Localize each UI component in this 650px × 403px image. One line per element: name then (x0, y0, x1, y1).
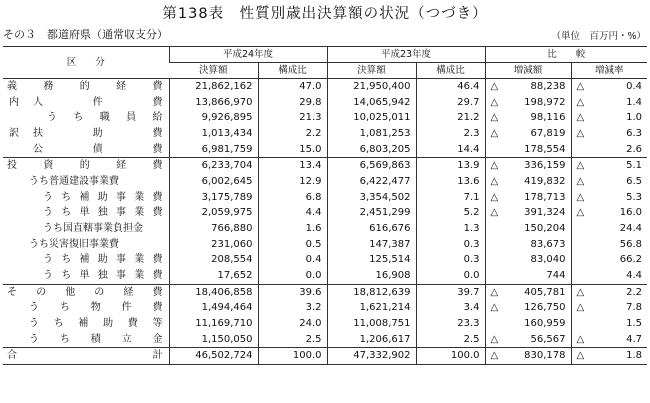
amount-fy24: 17,652 (169, 268, 258, 284)
header-change: 増減額 (485, 63, 571, 79)
expenditure-table (3, 46, 647, 365)
breakdown-marker (7, 142, 21, 158)
ratio-fy24: 12.9 (258, 174, 327, 190)
change-amount-value: 126,750 (524, 302, 566, 314)
header-fy24: 平成24年度 (169, 47, 327, 63)
decrease-triangle: △ (490, 127, 499, 139)
ratio-fy24: 15.0 (258, 142, 327, 158)
table-row (3, 190, 647, 206)
row-label (3, 205, 169, 221)
row-label-text: う ち 職 員 給 (47, 112, 163, 124)
row-label (3, 174, 169, 190)
ratio-fy23: 29.7 (416, 95, 485, 111)
amount-fy23: 6,803,205 (327, 142, 416, 158)
change-rate (571, 126, 647, 142)
row-label (3, 142, 169, 158)
change-amount (485, 142, 571, 158)
table-body (3, 79, 647, 365)
ratio-fy23: 46.4 (416, 79, 485, 95)
amount-fy24: 1,013,434 (169, 126, 258, 142)
change-rate (571, 316, 647, 332)
ratio-fy24: 21.3 (258, 110, 327, 126)
amount-fy24: 6,002,645 (169, 174, 258, 190)
table-row (3, 205, 647, 221)
table-row (3, 316, 647, 332)
change-amount (485, 252, 571, 268)
amount-fy24: 18,406,858 (169, 284, 258, 300)
amount-fy23: 11,008,751 (327, 316, 416, 332)
row-label-text: 人 件 費 (33, 96, 163, 108)
ratio-fy24: 0.4 (258, 252, 327, 268)
change-amount-value: 391,324 (524, 207, 566, 219)
change-rate (571, 205, 647, 221)
header-ratio-24: 構成比 (258, 63, 327, 79)
breakdown-marker (7, 110, 21, 126)
table-row (3, 174, 647, 190)
ratio-fy24: 29.8 (258, 95, 327, 111)
change-amount-value: 178,554 (524, 143, 566, 155)
breakdown-marker: 訳 (9, 127, 19, 139)
change-rate (571, 95, 647, 111)
amount-fy23: 6,569,863 (327, 158, 416, 174)
amount-fy24: 208,554 (169, 252, 258, 268)
decrease-triangle: △ (576, 333, 585, 345)
ratio-fy24: 1.6 (258, 221, 327, 237)
page-title: 第138表 性質別歳出決算額の状況（つづき） (162, 6, 488, 22)
change-rate-value: 5.1 (626, 160, 643, 172)
change-rate (571, 221, 647, 237)
header-category: 区 分 (3, 47, 169, 79)
change-rate (571, 110, 647, 126)
change-amount (485, 316, 571, 332)
ratio-fy24: 2.5 (258, 332, 327, 348)
ratio-fy24: 100.0 (258, 348, 327, 365)
row-label-text: 合 計 (7, 350, 163, 362)
row-label (3, 221, 169, 237)
row-label (3, 110, 169, 126)
decrease-triangle: △ (490, 175, 499, 187)
change-amount (485, 158, 571, 174)
unit-note: （単位 百万円・%） (551, 31, 646, 42)
change-rate-value: 4.4 (626, 269, 643, 281)
change-amount-value: 98,116 (530, 112, 566, 124)
row-label-text: うち災害復旧事業費 (29, 238, 119, 250)
table-row (3, 237, 647, 253)
table-row (3, 158, 647, 174)
change-rate-value: 2.6 (626, 143, 643, 155)
decrease-triangle: △ (576, 286, 585, 298)
row-label (3, 158, 169, 174)
change-amount-value: 178,713 (524, 191, 566, 203)
ratio-fy24: 3.2 (258, 300, 327, 316)
change-amount (485, 268, 571, 284)
amount-fy23: 3,354,502 (327, 190, 416, 206)
change-amount (485, 174, 571, 190)
change-amount-value: 198,972 (524, 96, 566, 108)
row-label (3, 126, 169, 142)
decrease-triangle: △ (490, 160, 499, 172)
ratio-fy23: 100.0 (416, 348, 485, 365)
change-rate (571, 142, 647, 158)
row-label (3, 79, 169, 95)
ratio-fy24: 24.0 (258, 316, 327, 332)
change-amount (485, 190, 571, 206)
ratio-fy23: 39.7 (416, 284, 485, 300)
header-ratio-23: 構成比 (416, 63, 485, 79)
amount-fy24: 11,169,710 (169, 316, 258, 332)
amount-fy24: 2,059,975 (169, 205, 258, 221)
ratio-fy23: 23.3 (416, 316, 485, 332)
change-rate-value: 0.4 (626, 81, 643, 92)
change-rate (571, 237, 647, 253)
row-label-text: うち普通建設事業費 (29, 175, 119, 187)
ratio-fy23: 5.2 (416, 205, 485, 221)
row-label-text: う ち 補 助 費 等 (29, 317, 163, 329)
table-subtitle: その３ 都道府県（通常収支分） (3, 28, 168, 41)
ratio-fy23: 14.4 (416, 142, 485, 158)
table-row (3, 95, 647, 111)
change-rate-value: 4.7 (626, 333, 643, 345)
table-row (3, 332, 647, 348)
row-label (3, 284, 169, 300)
amount-fy24: 1,150,050 (169, 332, 258, 348)
table-row (3, 268, 647, 284)
change-amount (485, 110, 571, 126)
decrease-triangle: △ (576, 112, 585, 124)
change-amount-value: 83,040 (530, 254, 566, 266)
row-label-text: う ち 単 独 事 業 費 (43, 207, 163, 219)
ratio-fy23: 0.3 (416, 237, 485, 253)
change-rate (571, 190, 647, 206)
table-row (3, 126, 647, 142)
table-row (3, 348, 647, 365)
ratio-fy24: 2.2 (258, 126, 327, 142)
ratio-fy23: 7.1 (416, 190, 485, 206)
amount-fy24: 21,862,162 (169, 79, 258, 95)
decrease-triangle: △ (576, 81, 585, 92)
ratio-fy23: 2.3 (416, 126, 485, 142)
change-rate-value: 66.2 (619, 254, 643, 266)
ratio-fy24: 0.5 (258, 237, 327, 253)
amount-fy23: 10,025,011 (327, 110, 416, 126)
header-rate: 増減率 (571, 63, 647, 79)
amount-fy23: 21,950,400 (327, 79, 416, 95)
amount-fy23: 18,812,639 (327, 284, 416, 300)
ratio-fy23: 3.4 (416, 300, 485, 316)
change-rate-value: 24.4 (619, 222, 643, 234)
change-amount (485, 95, 571, 111)
amount-fy24: 6,233,704 (169, 158, 258, 174)
ratio-fy23: 13.6 (416, 174, 485, 190)
change-amount (485, 126, 571, 142)
table-row (3, 284, 647, 300)
row-label (3, 348, 169, 365)
change-rate (571, 300, 647, 316)
amount-fy24: 231,060 (169, 237, 258, 253)
amount-fy24: 1,494,464 (169, 300, 258, 316)
amount-fy24: 13,866,970 (169, 95, 258, 111)
decrease-triangle: △ (576, 350, 585, 362)
amount-fy23: 125,514 (327, 252, 416, 268)
ratio-fy23: 2.5 (416, 332, 485, 348)
header-amount-24: 決算額 (169, 63, 258, 79)
ratio-fy24: 47.0 (258, 79, 327, 95)
row-label-text: 義 務 的 経 費 (7, 81, 163, 92)
amount-fy23: 6,422,477 (327, 174, 416, 190)
row-label (3, 190, 169, 206)
decrease-triangle: △ (490, 302, 499, 314)
change-rate-value: 1.0 (626, 112, 643, 124)
change-rate-value: 7.8 (626, 302, 643, 314)
row-label (3, 332, 169, 348)
decrease-triangle: △ (576, 160, 585, 172)
amount-fy23: 1,206,617 (327, 332, 416, 348)
change-rate-value: 5.3 (626, 191, 643, 203)
change-amount-value: 88,238 (530, 81, 566, 92)
row-label (3, 300, 169, 316)
change-rate-value: 6.5 (626, 175, 643, 187)
change-rate (571, 158, 647, 174)
table-row (3, 79, 647, 95)
ratio-fy23: 0.3 (416, 252, 485, 268)
change-rate-value: 1.8 (626, 350, 643, 362)
row-label-text: うち国直轄事業負担金 (43, 222, 143, 234)
row-label-text: う ち 単 独 事 業 費 (43, 269, 163, 281)
change-amount (485, 300, 571, 316)
change-amount-value: 419,832 (524, 175, 566, 187)
change-rate (571, 332, 647, 348)
ratio-fy23: 0.0 (416, 268, 485, 284)
decrease-triangle: △ (576, 175, 585, 187)
row-label-text: 扶 助 費 (33, 127, 163, 139)
table-row (3, 110, 647, 126)
row-label-text: う ち 積 立 金 (29, 333, 163, 345)
change-amount (485, 205, 571, 221)
change-amount (485, 348, 571, 365)
ratio-fy24: 6.8 (258, 190, 327, 206)
row-label (3, 237, 169, 253)
decrease-triangle: △ (576, 191, 585, 203)
ratio-fy23: 21.2 (416, 110, 485, 126)
row-label-text: 投 資 的 経 費 (7, 160, 163, 172)
decrease-triangle: △ (490, 81, 499, 92)
change-amount (485, 284, 571, 300)
amount-fy23: 47,332,902 (327, 348, 416, 365)
amount-fy23: 2,451,299 (327, 205, 416, 221)
change-amount (485, 79, 571, 95)
amount-fy23: 147,387 (327, 237, 416, 253)
change-rate-value: 6.3 (626, 127, 643, 139)
change-rate (571, 79, 647, 95)
decrease-triangle: △ (490, 333, 499, 345)
ratio-fy23: 1.3 (416, 221, 485, 237)
table-row (3, 300, 647, 316)
change-amount (485, 221, 571, 237)
row-label (3, 252, 169, 268)
change-rate (571, 252, 647, 268)
change-amount-value: 160,959 (524, 317, 566, 329)
header-fy23: 平成23年度 (327, 47, 485, 63)
amount-fy24: 46,502,724 (169, 348, 258, 365)
change-amount-value: 336,159 (524, 160, 566, 172)
amount-fy23: 1,621,214 (327, 300, 416, 316)
amount-fy23: 16,908 (327, 268, 416, 284)
ratio-fy23: 13.9 (416, 158, 485, 174)
change-rate-value: 1.4 (626, 96, 643, 108)
row-label-text: う ち 物 件 費 (29, 302, 163, 314)
table-row (3, 142, 647, 158)
change-rate (571, 284, 647, 300)
change-amount-value: 83,673 (530, 238, 566, 250)
change-rate-value: 2.2 (626, 286, 643, 298)
ratio-fy24: 4.4 (258, 205, 327, 221)
decrease-triangle: △ (490, 207, 499, 219)
change-rate-value: 1.5 (626, 317, 643, 329)
row-label (3, 316, 169, 332)
table-row (3, 221, 647, 237)
amount-fy24: 6,981,759 (169, 142, 258, 158)
change-amount-value: 830,178 (524, 350, 566, 362)
change-rate-value: 56.8 (619, 238, 643, 250)
change-rate-value: 16.0 (619, 207, 643, 219)
row-label-text: う ち 補 助 事 業 費 (43, 254, 163, 266)
decrease-triangle: △ (490, 112, 499, 124)
table-row (3, 252, 647, 268)
header-amount-23: 決算額 (327, 63, 416, 79)
row-label (3, 268, 169, 284)
decrease-triangle: △ (576, 207, 585, 219)
row-label-text: 公 債 費 (33, 143, 163, 155)
ratio-fy24: 13.4 (258, 158, 327, 174)
change-rate (571, 268, 647, 284)
amount-fy23: 1,081,253 (327, 126, 416, 142)
amount-fy24: 9,926,895 (169, 110, 258, 126)
row-label (3, 95, 169, 111)
amount-fy24: 766,880 (169, 221, 258, 237)
decrease-triangle: △ (576, 96, 585, 108)
row-label-text: そ の 他 の 経 費 (7, 286, 163, 298)
amount-fy23: 14,065,942 (327, 95, 416, 111)
change-amount-value: 744 (546, 269, 566, 281)
change-rate (571, 174, 647, 190)
change-amount-value: 150,204 (524, 222, 566, 234)
decrease-triangle: △ (490, 350, 499, 362)
change-rate (571, 348, 647, 365)
decrease-triangle: △ (490, 96, 499, 108)
change-amount (485, 237, 571, 253)
decrease-triangle: △ (490, 191, 499, 203)
row-label-text: う ち 補 助 事 業 費 (43, 191, 163, 203)
change-amount (485, 332, 571, 348)
decrease-triangle: △ (576, 127, 585, 139)
change-amount-value: 56,567 (530, 333, 566, 345)
ratio-fy24: 39.6 (258, 284, 327, 300)
ratio-fy24: 0.0 (258, 268, 327, 284)
decrease-triangle: △ (576, 302, 585, 314)
header-compare: 比 較 (485, 47, 647, 63)
change-amount-value: 405,781 (524, 286, 566, 298)
amount-fy24: 3,175,789 (169, 190, 258, 206)
change-amount-value: 67,819 (530, 127, 566, 139)
breakdown-marker: 内 (9, 96, 19, 108)
decrease-triangle: △ (490, 286, 499, 298)
amount-fy23: 616,676 (327, 221, 416, 237)
